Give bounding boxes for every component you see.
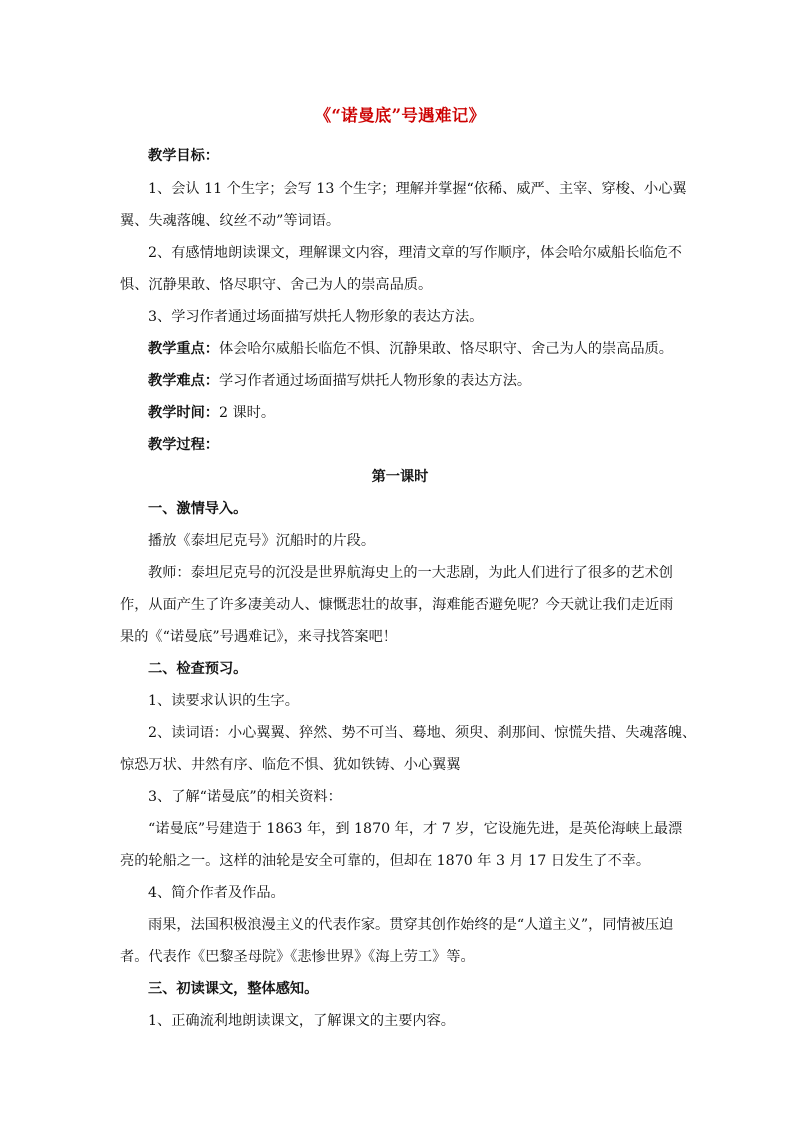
section-1-heading: 一、激情导入。	[148, 501, 248, 517]
section-2-heading: 二、检查预习。	[148, 661, 248, 677]
section-2-item-4-text-line-2: 者。代表作《巴黎圣母院》《悲惨世界》《海上劳工》等。	[120, 949, 475, 965]
objective-3: 3、学习作者通过场面描写烘托人物形象的表达方法。	[148, 309, 484, 325]
section-2-item-2-line-1: 2、读词语：小心翼翼、猝然、势不可当、蓦地、须臾、刹那间、惊慌失措、失魂落魄、	[148, 725, 697, 741]
objective-2-line-1: 2、有感情地朗读课文，理解课文内容，理清文章的写作顺序，体会哈尔威船长临危不	[148, 245, 682, 261]
section-1-paragraph-2-line-3: 果的《“诺曼底”号遇难记》，来寻找答案吧！	[120, 629, 397, 645]
section-2-item-2-line-2: 惊恐万状、井然有序、临危不惧、犹如铁铸、小心翼翼	[120, 757, 461, 773]
section-3-item-1: 1、正确流利地朗读课文，了解课文的主要内容。	[148, 1013, 455, 1029]
teaching-time-text: 2 课时。	[218, 405, 276, 421]
section-1-paragraph-2-line-2: 作，从面产生了许多凄美动人、慷慨悲壮的故事，海难能否避免呢？今天就让我们走近雨	[120, 597, 674, 613]
section-2-item-3-text-line-2: 亮的轮船之一。这样的油轮是安全可靠的，但却在 1870 年 3 月 17 日发生了不幸。	[120, 853, 651, 869]
lesson-1-heading: 第一课时	[371, 469, 429, 485]
teaching-time-label: 教学时间：	[148, 405, 219, 421]
objectives-heading: 教学目标：	[148, 148, 219, 164]
teaching-time	[148, 403, 738, 423]
section-2-item-1: 1、读要求认识的生字。	[148, 693, 299, 709]
section-1-paragraph-2-line-1: 教师：泰坦尼克号的沉没是世界航海史上的一大悲剧，为此人们进行了很多的艺术创	[148, 565, 673, 581]
teaching-difficulty-text: 学习作者通过场面描写烘托人物形象的表达方法。	[218, 373, 532, 389]
objective-2-line-2: 惧、沉静果敢、恪尽职守、舍己为人的崇高品质。	[120, 277, 433, 293]
section-2-item-3: 3、了解“诺曼底”的相关资料：	[148, 789, 342, 805]
teaching-focus-label: 教学重点：	[148, 341, 219, 357]
section-2-item-4: 4、简介作者及作品。	[148, 885, 285, 901]
section-2-item-3-text-line-1: “诺曼底”号建造于 1863 年，到 1870 年，才 7 岁，它设施先进，是英伦海峡上最漂	[148, 821, 683, 837]
process-heading: 教学过程：	[148, 437, 219, 453]
teaching-focus	[148, 339, 738, 359]
section-1-paragraph-1: 播放《泰坦尼克号》沉船时的片段。	[148, 533, 376, 549]
teaching-difficulty	[148, 371, 738, 391]
objective-1-line-2: 翼、失魂落魄、纹丝不动”等词语。	[120, 213, 341, 229]
objective-1-line-1: 1、会认 11 个生字；会写 13 个生字；理解并掌握“依稀、威严、主宰、穿梭、小心翼	[148, 181, 687, 197]
document-title: 《“诺曼底”号遇难记》	[314, 106, 486, 125]
teaching-difficulty-label: 教学难点：	[148, 373, 219, 389]
section-2-item-4-text-line-1: 雨果，法国积极浪漫主义的代表作家。贯穿其创作始终的是“人道主义”，同情被压迫	[148, 917, 674, 933]
section-3-heading: 三、初读课文，整体感知。	[148, 981, 319, 997]
teaching-focus-text: 体会哈尔威船长临危不惧、沉静果敢、恪尽职守、舍己为人的崇高品质。	[218, 341, 673, 357]
